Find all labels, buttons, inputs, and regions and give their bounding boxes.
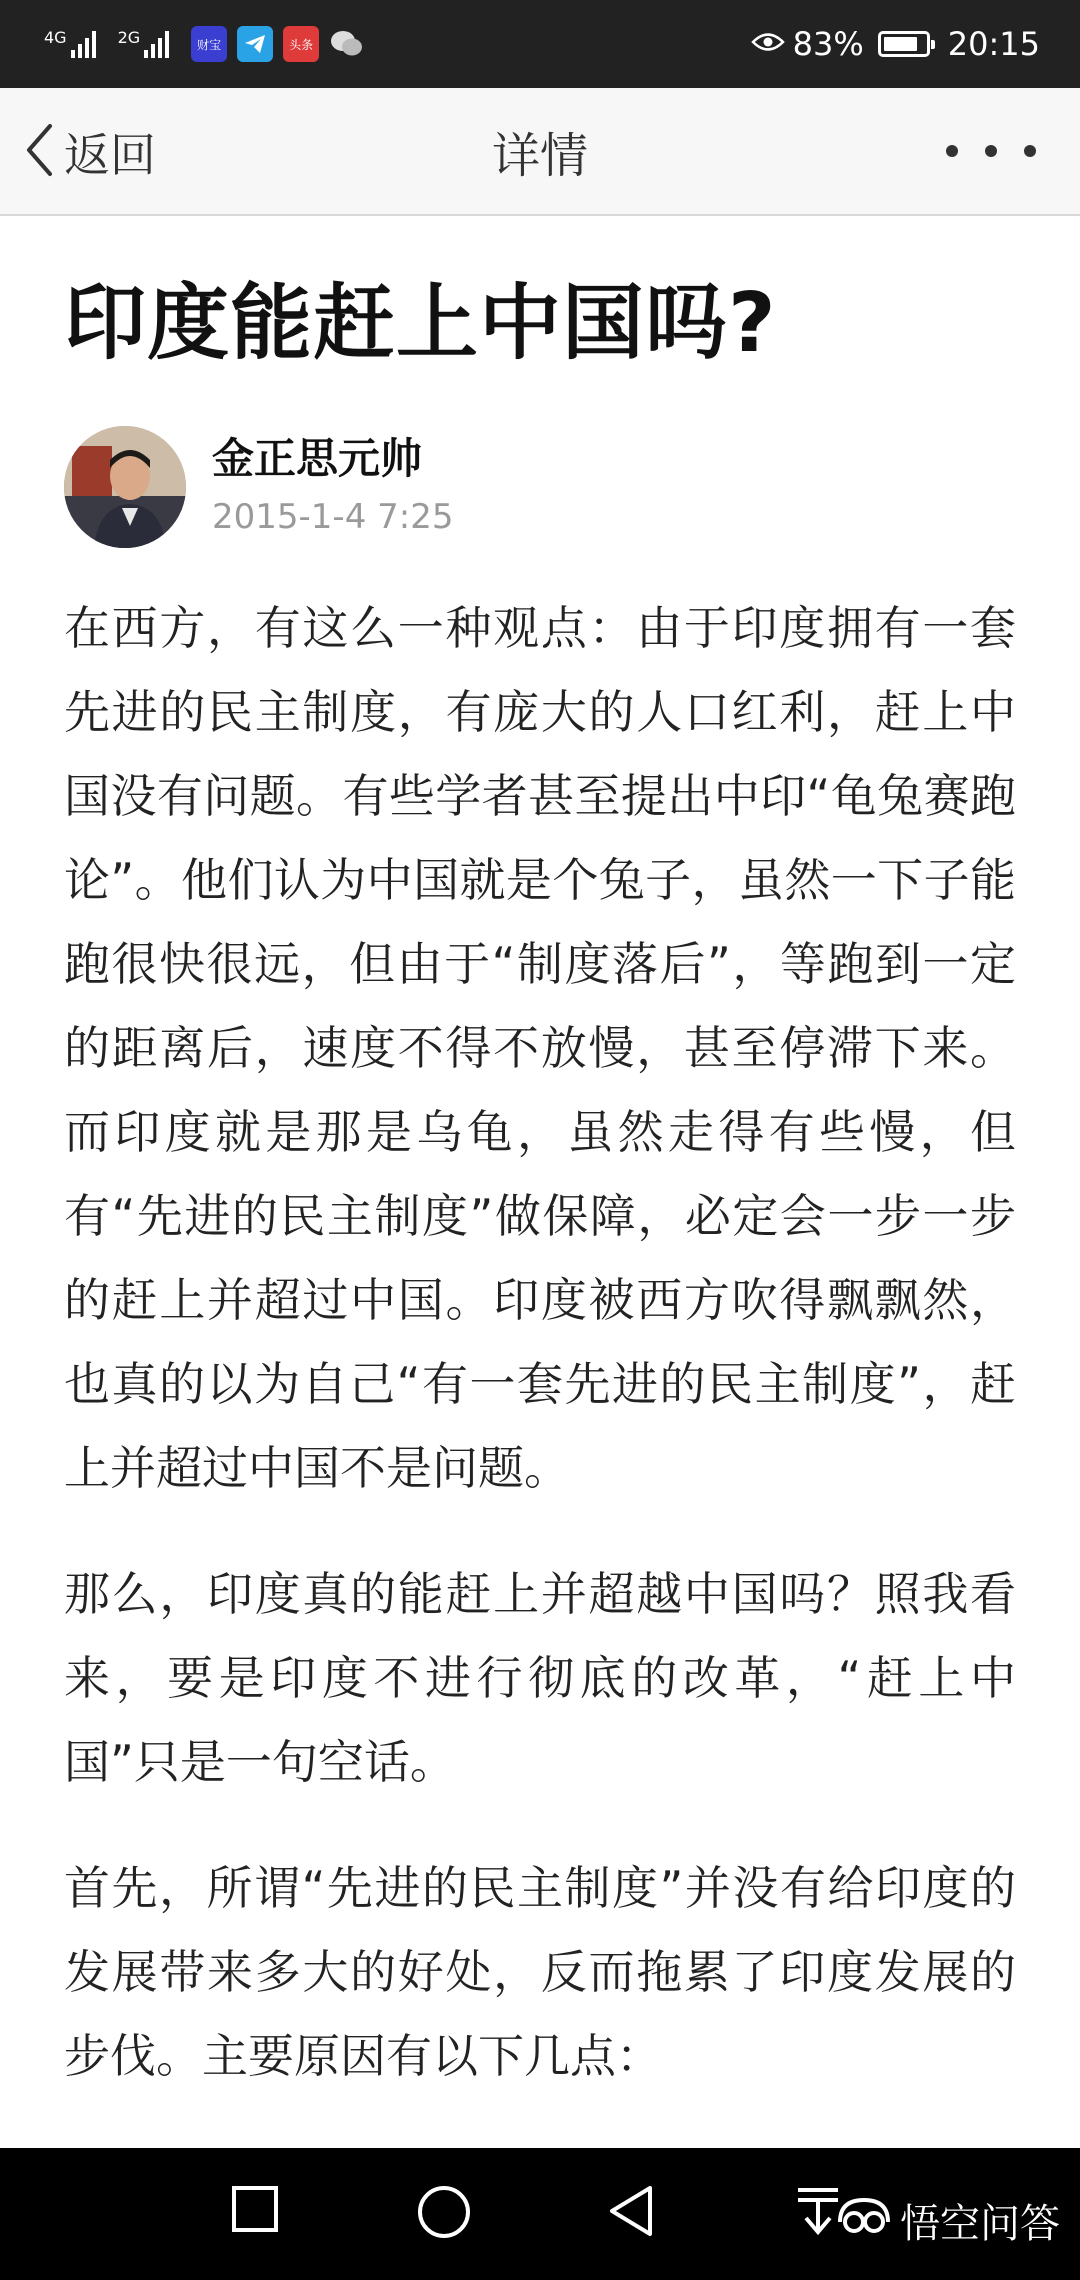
post-time: 2015-1-4 7:25 (212, 497, 454, 537)
more-dots-icon (946, 145, 958, 157)
battery-fill (884, 37, 917, 51)
wechat-app-icon (329, 26, 365, 62)
status-right (751, 25, 1040, 63)
square-icon (230, 2219, 280, 2238)
chevron-left-icon (24, 122, 54, 182)
network-type-1: 4G (44, 28, 67, 47)
author-row (64, 426, 1016, 548)
signal-2g (118, 30, 170, 58)
notification-pull-button[interactable] (796, 2184, 840, 2242)
author-meta (212, 431, 454, 543)
recents-button[interactable] (230, 2184, 280, 2238)
article-paragraph: 在西方，有这么一种观点：由于印度拥有一套先进的民主制度，有庞大的人口红利，赶上中国没有问题。有些学者甚至提出中印“龟兔赛跑论”。他们认为中国就是个兔子，虽然一下子能跑很快很远，但由于“制度落后”，等跑到一定的距离后，速度不得不放慢，甚至停滞下来。而印度就是那是乌龟，虽然走得有些慢，但有“先进的民主制度”做保障，必定会一步一步的赶上并超过中国。印度被西方吹得飘飘然，也真的以为自己“有一套先进的民主制度”，赶上并超过中国不是问题。 (64, 601, 1016, 1495)
circle-icon (416, 2225, 472, 2244)
nav-bar (0, 88, 1080, 216)
article-paragraph: 首先，所谓“先进的民主制度”并没有给印度的发展带来多大的好处，反而拖累了印度发展的步伐。主要原因有以下几点： (64, 1861, 1016, 2083)
system-nav-bar (0, 2148, 1080, 2280)
network-type-2: 2G (117, 28, 141, 47)
page-title: 详情 (491, 127, 588, 184)
article-paragraph: 那么，印度真的能赶上并超越中国吗？照我看来，要是印度不进行彻底的改革，“赶上中国”只是一句空话。 (64, 1567, 1016, 1789)
more-menu-button[interactable] (946, 128, 1036, 174)
avatar[interactable] (64, 426, 186, 548)
battery-percent: 83% (792, 25, 864, 63)
status-left (44, 26, 375, 62)
clock: 20:15 (947, 25, 1040, 63)
signal-4g (44, 30, 96, 58)
author-name[interactable]: 金正思元帅 (212, 434, 423, 483)
back-label: 返回 (64, 128, 156, 182)
telegram-app-icon (237, 26, 273, 62)
back-button[interactable] (24, 112, 156, 192)
toutiao-app-icon: 头条 (283, 26, 319, 62)
caibao-app-icon: 财宝 (191, 26, 227, 62)
triangle-back-icon (606, 2223, 656, 2242)
battery-icon (878, 31, 930, 57)
home-button[interactable] (416, 2184, 472, 2244)
pull-down-icon (796, 2223, 840, 2242)
article (64, 216, 1016, 2098)
signal-bars-icon (71, 30, 96, 58)
wukong-watermark-label: 悟空问答 (900, 2201, 1060, 2247)
eye-comfort-icon (751, 31, 785, 57)
status-bar (0, 0, 1080, 88)
back-nav-button[interactable] (606, 2184, 656, 2242)
article-title: 印度能赶上中国吗? (64, 276, 777, 371)
wukong-logo-icon (836, 2192, 892, 2240)
signal-bars-icon (144, 30, 169, 58)
